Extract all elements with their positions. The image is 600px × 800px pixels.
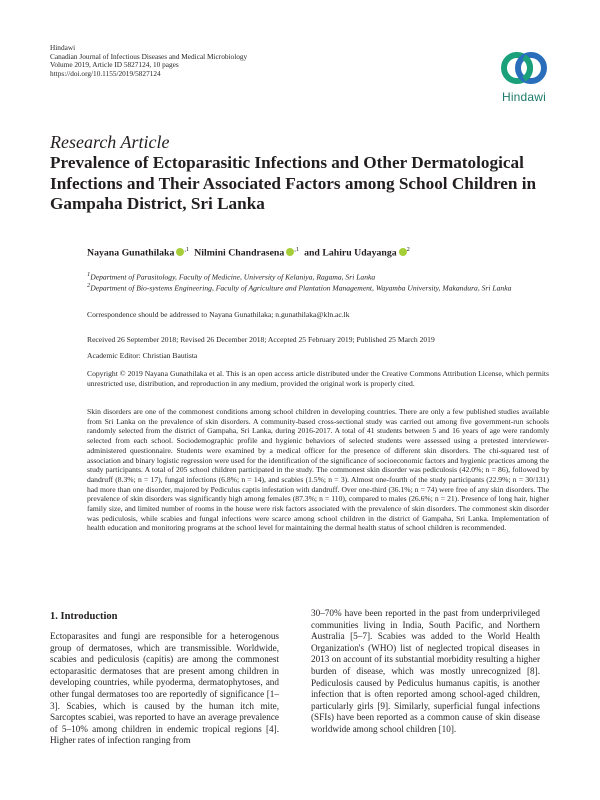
author-affiliation-marker: 2 [406,246,410,253]
publication-dates: Received 26 September 2018; Revised 26 December 2018; Accepted 25 February 2019; Published 25 March 2019 [87,335,435,344]
journal-header [50,44,247,78]
affiliation-text: Department of Bio-systems Engineering, Faculty of Agriculture and Plantation Management, Wayamba University, Makandura, Sri Lanka [90,283,512,293]
affiliation-marker: 2 [87,282,91,289]
author-name[interactable]: Lahiru Udayanga [322,247,397,259]
affiliation-text: Department of Parasitology, Faculty of Medicine, University of Kelaniya, Ragama, Sri Lanka [90,272,376,282]
journal-name: Canadian Journal of Infectious Diseases and Medical Microbiology [50,51,248,61]
publisher-name: Hindawi [50,43,76,52]
correspondence: Correspondence should be addressed to Nayana Gunathilaka; n.gunathilaka@kln.ac.lk [87,310,350,319]
affiliation-marker: 1 [87,271,91,278]
author-name[interactable]: Nilmini Chandrasena [194,247,285,259]
author-list [87,246,410,258]
author-affiliation-marker: ,1 [184,246,190,253]
section-heading: 1. Introduction [50,611,118,622]
abstract: Skin disorders are one of the commonest conditions among school children in developing countries. There are only a few published studies available from Sri Lanka on the prevalence of skin disorders. A community-based cross-sectional study was carried out among five government-run schools randomly selected from the district of Gampaha, Sri Lanka, during 2016-2017. A total of 41 students between 5 and 16 years of age were randomly selected from each school. Sociodemographic profile and hygienic behaviors of selected students were assessed using a pretested interviewer-administered questionnaire. Students were examined by a medical officer for the presence of different skin disorders. The chi-squared test of association and binary logistic regression were used for the identification of the significance of socioeconomic factors and hygienic practices among the study participants. A total of 205 school children participated in the study. The commonest skin disorder was pediculosis (42.0%; n = 86), followed by dandruff (8.3%; n = 17), fungal infections (6.8%; n = 14), and scabies (1.5%; n = 3). Almost one-fourth of the study participants (22.9%; n = 30/131) had more than one disorder, majored by Pediculus captis infestation with dandruff. Over one-third (36.1%; n = 74) were free of any skin disorders. The prevalence of skin disorders was significantly high among females (87.3%; n = 110), compared to males (26.6%; n = 21). Presence of long hair, higher family size, and limited number of rooms in the house were risk factors associated with the prevalence of skin disorders. The commonest skin disorder was pediculosis, while scabies and fungal infections were scarce among school children in the district of Gampaha, Sri Lanka. Implementation of health education and monitoring programs at the school level for maintaining the dermal health status of school children is recommended. [87,407,549,533]
volume-info: Volume 2019, Article ID 5827124, 10 pages [50,60,179,70]
academic-editor: Academic Editor: Christian Bautista [87,351,198,360]
affiliation [87,281,527,293]
copyright-notice: Copyright © 2019 Nayana Gunathilaka et al. This is an open access article distributed under the Creative Commons Attribution License, which permits unrestricted use, distribution, and reproduction in any medium, provided the original work is properly cited. [87,369,549,388]
author-name[interactable]: Nayana Gunathilaka [87,247,175,259]
author-separator: and [304,247,320,259]
body-column-left: Ectoparasites and fungi are responsible for a heterogenous group of dermatoses, which are transmissible. Worldwide, scabies and pediculosis (capitis) are among the commonest ectoparasitic dermatoses that are present among children in developing countries, while pyoderma, dermatophytoses, and other fungal dermatoses too are reportedly of significance [1–3]. Scabies, which is caused by the human itch mite, Sarcoptes scabiei, was reported to have an average prevalence of 5–10% among children in endemic tropical regions [4]. Higher rates of infection ranging from [50,631,279,746]
article-type: Research Article [50,132,170,152]
orcid-icon[interactable] [399,248,407,256]
article-title: Prevalence of Ectoparasitic Infections and Other Dermatological Infections and Their Associated Factors among School Children in Gampaha District, Sri Lanka [50,153,537,213]
body-column-right: 30–70% have been reported in the past from underprivileged communities living in India, South Pacific, and Northern Australia [5–7]. Scabies was added to the World Health Organization's (WHO) list of neglected tropical diseases in 2013 on account of its substantial morbidity resulting a higher burden of disease, which was mostly unrecognized [8]. Pediculosis caused by Pediculus humanus capitis, is another infection that is often reported among school-aged children, particularly girls [9]. Similarly, superficial fungal infections (SFIs) have been reported as a common cause of skin disease worldwide among school children [10]. [311,608,540,734]
hindawi-wordmark: Hindawi [501,90,547,104]
author-affiliation-marker: ,1 [294,246,300,253]
doi-link[interactable]: https://doi.org/10.1155/2019/5827124 [50,68,161,78]
